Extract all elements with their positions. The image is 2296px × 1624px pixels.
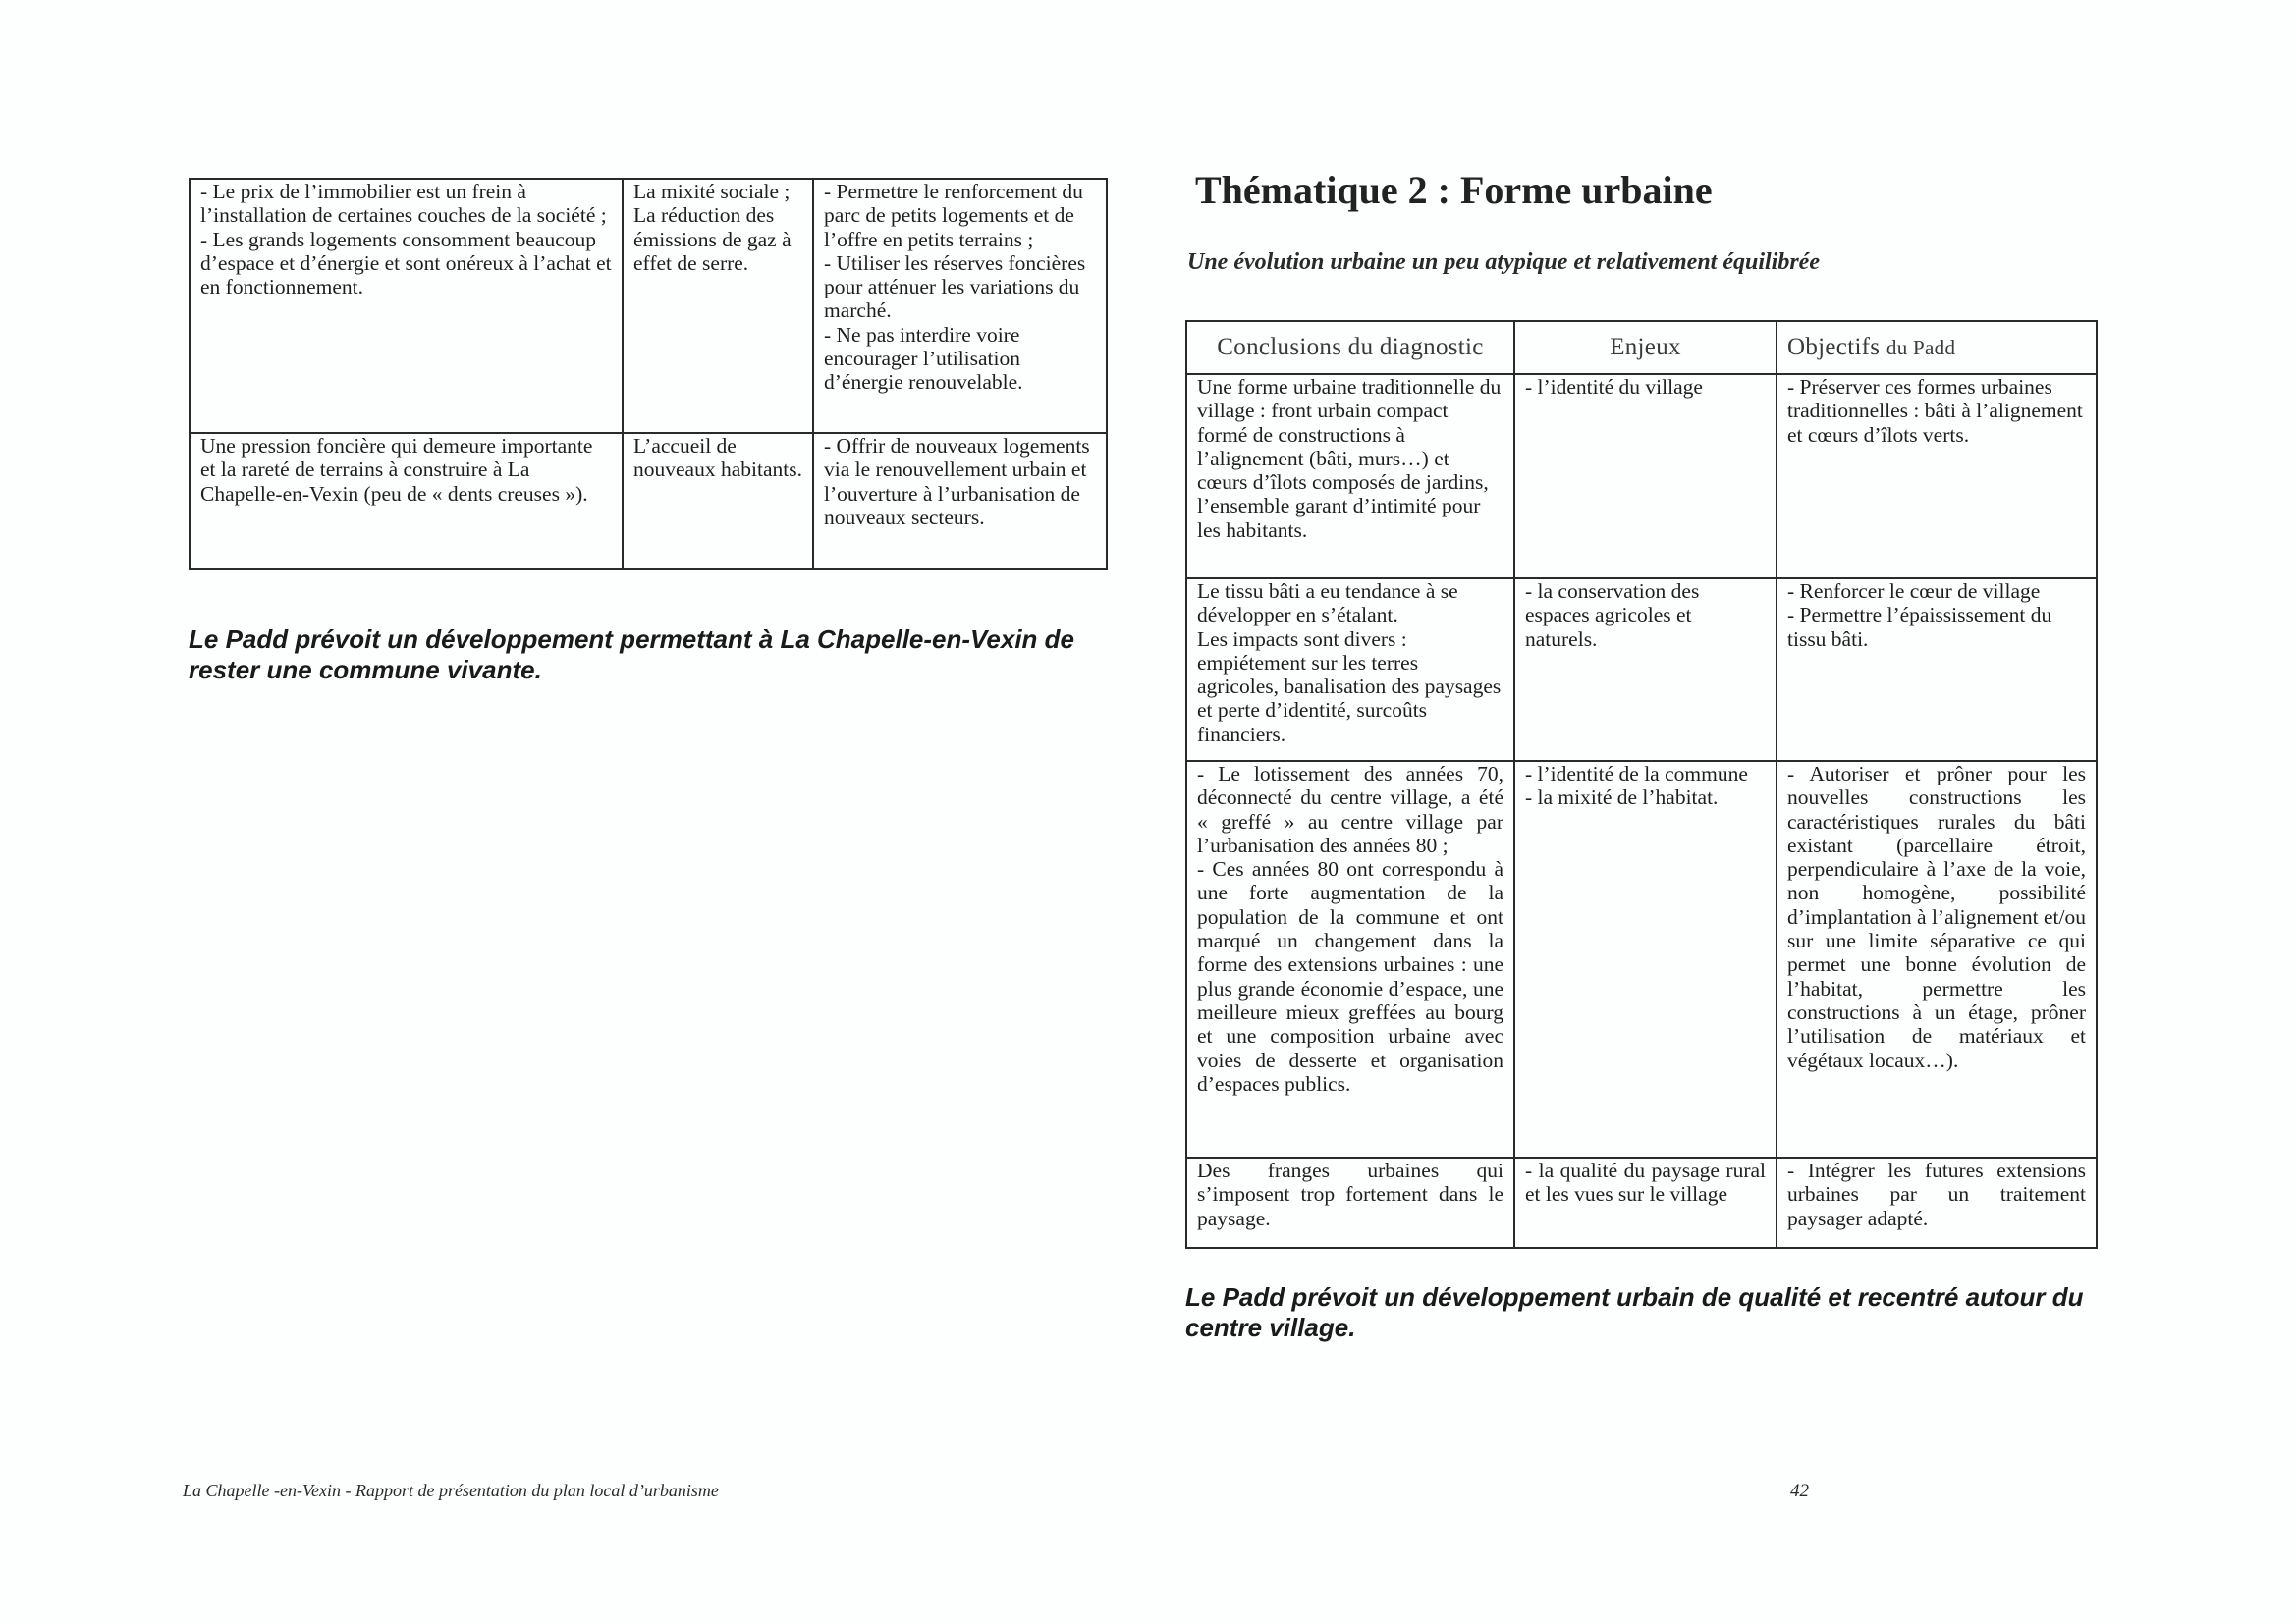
conclusion-cell: Une forme urbaine traditionnelle du village : front urbain compact formé de constructions à l’alignement (bâti, murs…) et cœurs d’îlots composés de jardins, l’ensemble garant d’intimité pour les habitants.	[1186, 374, 1514, 578]
enjeux-cell: La mixité sociale ; La réduction des émissions de gaz à effet de serre.	[623, 179, 813, 433]
enjeux-cell: - la qualité du paysage rural et les vues sur le village	[1514, 1158, 1777, 1248]
page-number: 42	[1790, 1481, 1809, 1501]
objectifs-cell: - Autoriser et prôner pour les nouvelles constructions les caractéristiques rurales du bâti existant (parcellaire étroit, perpendiculaire à l’axe de la voie, non homogène, possibilité d’implantation à l’alignement et/ou sur une limite séparative ce qui permet une bonne évolution de l’habitat, permettre les constructions à un étage, prôner l’utilisation de matériaux et végétaux locaux…).	[1777, 761, 2097, 1158]
header-objectifs-small: du Padd	[1886, 335, 1956, 359]
objectifs-cell: - Offrir de nouveaux logements via le renouvellement urbain et l’ouverture à l’urbanisation de nouveaux secteurs.	[813, 433, 1107, 569]
table-row	[190, 179, 1107, 433]
conclusion-cell: - Le prix de l’immobilier est un frein à l’installation de certaines couches de la société ; - Les grands logements consomment beaucoup d’espace et d’énergie et sont onéreux à l’achat et en fonctionnement.	[190, 179, 623, 433]
header-conclusions: Conclusions du diagnostic	[1186, 321, 1514, 374]
footer-document-title: La Chapelle -en-Vexin - Rapport de présentation du plan local d’urbanisme	[183, 1481, 719, 1500]
table-row	[190, 433, 1107, 569]
enjeux-cell: - l’identité du village	[1514, 374, 1777, 578]
table-row	[1186, 578, 2097, 761]
conclusion-cell: Une pression foncière qui demeure importante et la rareté de terrains à construire à La Chapelle-en-Vexin (peu de « dents creuses »).	[190, 433, 623, 569]
objectifs-cell: - Intégrer les futures extensions urbaines par un traitement paysager adapté.	[1777, 1158, 2097, 1248]
conclusion-cell: Des franges urbaines qui s’imposent trop fortement dans le paysage.	[1186, 1158, 1514, 1248]
table-header-row	[1186, 321, 2097, 374]
header-enjeux: Enjeux	[1514, 321, 1777, 374]
conclusion-cell: - Le lotissement des années 70, déconnecté du centre village, a été « greffé » au centre village par l’urbanisation des années 80 ; - Ces années 80 ont correspondu à une forte augmentation de la population de la commune et ont marqué un changement dans la forme des extensions urbaines : une plus grande économie d’espace, une meilleure mieux greffées au bourg et une composition urbaine avec voies de desserte et organisation d’espaces publics.	[1186, 761, 1514, 1158]
header-objectifs	[1777, 321, 2097, 374]
left-issues-table	[189, 178, 1108, 570]
table-row	[1186, 761, 2097, 1158]
enjeux-cell: L’accueil de nouveaux habitants.	[623, 433, 813, 569]
right-padd-conclusion: Le Padd prévoit un développement urbain de qualité et recentré autour du centre village.	[1185, 1282, 2084, 1342]
conclusion-cell: Le tissu bâti a eu tendance à se développer en s’étalant. Les impacts sont divers : empiétement sur les terres agricoles, banalisation des paysages et perte d’identité, surcoûts financiers.	[1186, 578, 1514, 761]
enjeux-cell: - l’identité de la commune - la mixité de l’habitat.	[1514, 761, 1777, 1158]
section-title: Thématique 2 : Forme urbaine	[1195, 168, 1713, 212]
left-padd-conclusion: Le Padd prévoit un développement permettant à La Chapelle-en-Vexin de rester une commune vivante.	[189, 624, 1075, 684]
enjeux-cell: - la conservation des espaces agricoles et naturels.	[1514, 578, 1777, 761]
table-row	[1186, 374, 2097, 578]
forme-urbaine-table	[1185, 320, 2098, 1249]
section-subtitle: Une évolution urbaine un peu atypique et relativement équilibrée	[1187, 249, 1820, 275]
header-objectifs-main: Objectifs	[1787, 333, 1881, 360]
objectifs-cell: - Préserver ces formes urbaines traditionnelles : bâti à l’alignement et cœurs d’îlots verts.	[1777, 374, 2097, 578]
objectifs-cell: - Renforcer le cœur de village - Permettre l’épaississement du tissu bâti.	[1777, 578, 2097, 761]
objectifs-cell: - Permettre le renforcement du parc de petits logements et de l’offre en petits terrains ; - Utiliser les réserves foncières pour atténuer les variations du marché. - Ne pas interdire voire encourager l’utilisation d’énergie renouvelable.	[813, 179, 1107, 433]
table-row	[1186, 1158, 2097, 1248]
